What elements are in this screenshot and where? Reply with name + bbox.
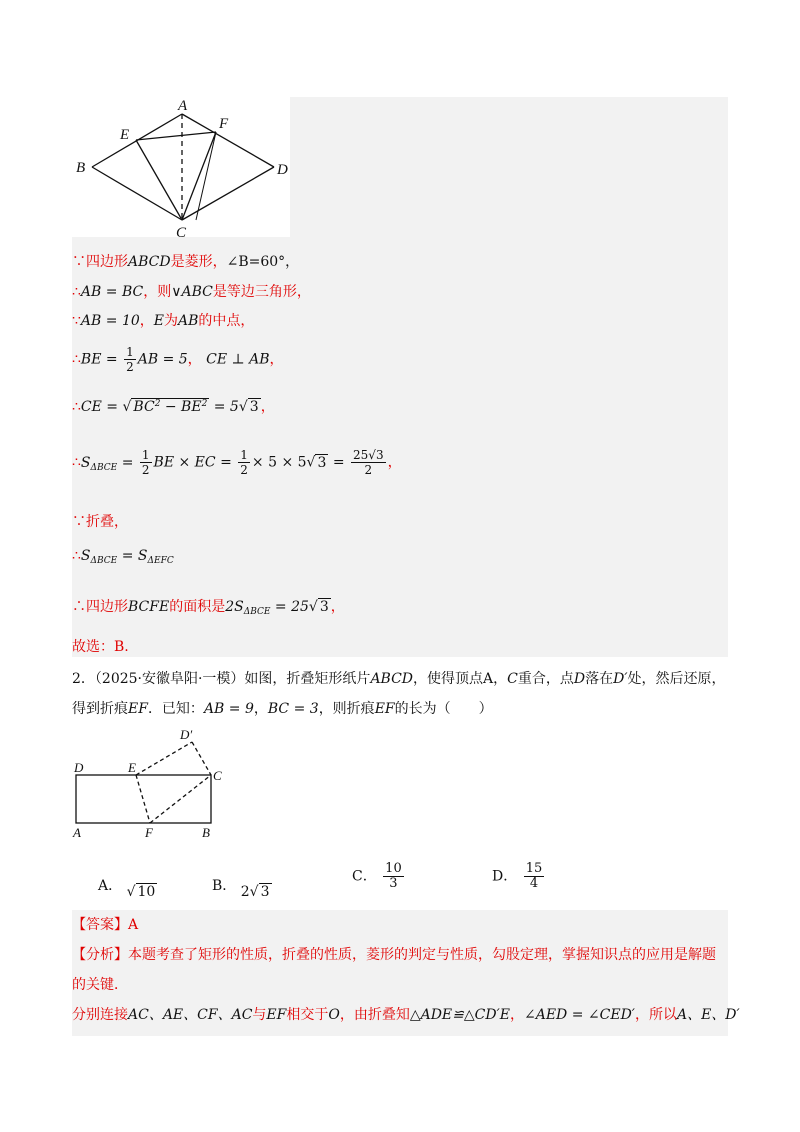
label-A: A xyxy=(178,98,188,114)
label-D: D xyxy=(74,760,84,775)
label-E: E xyxy=(128,760,136,775)
rhombus-figure xyxy=(72,97,290,237)
question-2-line-1: 2．（2025·安徽阜阳·一模）如图，折叠矩形纸片ABCD，使得顶点A，C重合，点D落在D′处，然后还原， xyxy=(72,671,726,687)
rhombus-diagram xyxy=(72,97,290,237)
rectangle-fold-figure xyxy=(70,725,230,840)
solution-line-3: ∵AB = 10，E为AB的中点， xyxy=(72,313,255,329)
solution-line-7: ∵折叠， xyxy=(72,514,128,530)
solution-line-10: 故选：B. xyxy=(72,639,129,655)
rectangle-fold-diagram xyxy=(70,725,230,840)
label-E: E xyxy=(120,127,130,143)
solution-line-2: ∴AB = BC，则∨ABC是等边三角形， xyxy=(72,284,311,300)
option-d[interactable]: D． $\frac{15}{4}$ xyxy=(492,861,543,891)
label-C: C xyxy=(213,768,222,783)
solution-line-6: $\therefore S_{\Delta BCE}$ = $\frac{1}{2}$ BE × EC = $\frac{1}{2}$ × 5 × 5√ 3 = $\frac{25√3}{2}$ ， xyxy=(72,448,402,477)
option-c[interactable]: C． $\frac{10}{3}$ xyxy=(352,861,402,891)
answer-line: 【答案】A xyxy=(72,917,139,933)
solution-line-8: $\therefore S_{\Delta BCE} = S_{\Delta EFC}$ xyxy=(72,548,174,566)
label-B: B xyxy=(202,825,210,840)
label-D: D xyxy=(277,162,288,178)
fraction-half: $\frac{1}{2}$ xyxy=(126,345,134,374)
analysis-line-3: 分别连接AC、AE、CF、AC与EF相交于O，由折叠知△ADE≌△CD′E，∠AED = ∠CED′，所以A、E、D′ xyxy=(72,1007,740,1023)
analysis-line-1: 【分析】本题考查了矩形的性质，折叠的性质，菱形的判定与性质，勾股定理，掌握知识点的应用是解题 xyxy=(72,947,716,963)
label-A: A xyxy=(73,825,81,840)
label-F: F xyxy=(219,116,229,132)
option-b[interactable]: B． 2√ 3 xyxy=(212,878,270,900)
solution-line-5: ∴CE = √ $BC^2 - BE^2 = 5√$ 3 ， xyxy=(72,399,275,415)
label-C: C xyxy=(176,225,187,237)
label-D-prime: D′ xyxy=(180,727,193,742)
label-B: B xyxy=(76,160,86,176)
solution-line-1: ∵四边形ABCD是菱形，∠B=60°， xyxy=(72,254,300,270)
label-F: F xyxy=(145,825,153,840)
analysis-line-2: 的关键． xyxy=(72,977,128,993)
solution-line-9: ∴四边形BCFE的面积是$2S_{\Delta BCE} = 25√$ 3 ， xyxy=(72,599,345,617)
question-2-line-2: 得到折痕EF．已知：AB = 9，BC = 3，则折痕EF的长为（ ） xyxy=(72,701,493,717)
option-a[interactable]: A． √ 10 xyxy=(98,878,156,900)
solution-line-4: ∴BE = $\frac{1}{2}$ AB = 5， CE ⊥ AB， xyxy=(72,345,284,374)
